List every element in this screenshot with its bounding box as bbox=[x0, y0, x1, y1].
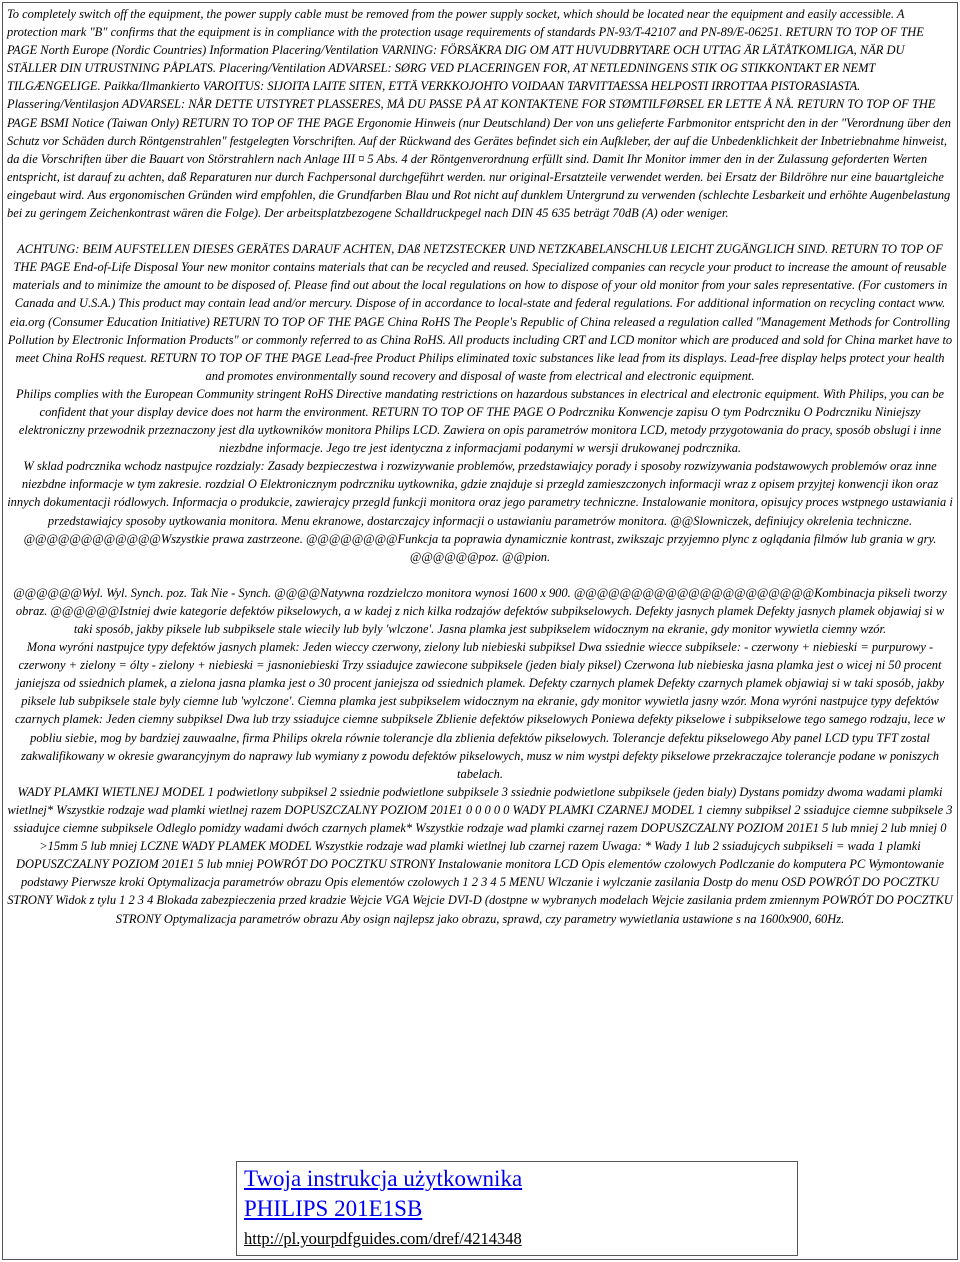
paragraph-defekty-plamek: Mona wyróni nastpujce typy defektów jasnych plamek: Jeden wieccy czerwony, zielony lub niebieski subpiksel Dwa ssiednie wiecce subpiksele: - czerwony + niebieski = purpurowy - czerwony + zielony = ólty - zielony + niebieski = jasnoniebieski Trzy ssiadujce zawiecone subpiksele (jeden bialy piksel) Czerwona lub niebieska jasna plamka jest o wicej ni 50 procent janiejsza od ssiednich plamek, a zielona jasna plamka jest o 30 procent janiejsza od ssiednich plamek. Defekty czarnych plamek Defekty czarnych plamek objawiaj si w taki sposób, jakby piksele lub subpiksele stale byly ciemne lub 'wylczone'. Ciemna plamka jest subpikselem widocznym na ekranie, gdy monitor wywietla jasny wzór. Mona wyróni nastpujce typy defektów czarnych plamek: Jeden ciemny subpiksel Dwa lub trzy ssiadujce ciemne subpiksele Zblienie defektów pikselowych Poniewa defekty pikselowe i subpikselowe tego samego rodzaju, lece w pobliu siebie, mog by bardziej zauwaalne, firma Philips okrela równie tolerancje dla zblienia defektów pikselowych. Tolerancje defektu pikselowego Aby panel LCD typu TFT zostal zakwalifikowany w okresie gwarancyjnym do naprawy lub wymiany z powodu defektów pikselowych, musz w nim wystpi defekty pikselowe przekraczajce tolerancje podane w poniszych tabelach. bbox=[14, 640, 946, 781]
paragraph-wady-instalowanie: WADY PLAMKI WIETLNEJ MODEL 1 podwietlony subpiksel 2 ssiednie podwietlone subpiksele 3 ssiednie podwietlone subpiksele (jeden bialy) Dystans pomidzy dwoma wadami plamki wietlnej* Wszystkie rodzaje wad plamki wietlnej razem DOPUSZCZALNY POZIOM 201E1 0 0 0 0 0 WADY PLAMKI CZARNEJ MODEL 1 ciemny subpiksel 2 ssiadujce ciemne subpiksele 3 ssiadujce ciemne subpiksele Odleglo pomidzy wadami dwóch czarnych plamek* Wszystkie rodzaje wad plamki czarnej razem DOPUSZCZALNY POZIOM 201E1 5 lub mniej 2 lub mniej 0 >15mm 5 lub mniej LCZNE WADY PLAMEK MODEL Wszystkie rodzaje wad plamki wietlnej lub czarnej razem Uwaga: * Wady 1 lub 2 ssiadujcych subpikseli = wada 1 plamki DOPUSZCZALNY POZIOM 201E1 5 lub mniej POWRÓT DO POCZTKU STRONY Instalowanie monitora LCD Opis elementów czolowych Podlczanie do komputera PC Wymontowanie podstawy Pierwsze kroki Optymalizacja parametrów obrazu Opis elementów czolowych 1 2 3 4 5 MENU Wlczanie i wylczanie zasilania Dostp do menu OSD POWRÓT DO POCZTKU STRONY Widok z tylu 1 2 3 4 Blokada zabezpieczenia przed kradzie Wejcie VGA Wejcie DVI-D (dostpne w wybranych modelach Wejcie zasilania prdem zmiennym POWRÓT DO POCZTKU STRONY Optymalizacja parametrów obrazu Aby osign najlepsz jako obrazu, sprawd, czy parametry wywietlania ustawione s na 1600x900, 60Hz. bbox=[7, 784, 953, 926]
document-body bbox=[7, 5, 953, 928]
document-page bbox=[2, 2, 958, 1260]
product-name-link[interactable]: PHILIPS 201E1SB bbox=[244, 1196, 423, 1221]
paragraph-philips-rohs-podrecznik: Philips complies with the European Community stringent RoHS Directive mandating restrictions on hazardous substances in electrical and electronic equipment. With Philips, you can be confident that your display device does not harm the environment. RETURN TO TOP OF THE PAGE O Podrczniku Konwencje zapisu O tym Podrczniku O Podrczniku Niniejszy elektroniczny przewodnik przeznaczony jest dla uytkowników monitora Philips LCD. Zawiera on opis parametrów monitora LCD, metody przygotowania do pracy, sposób obslugi i inne niezbdne informacje. Jego tre jest identyczna z informacjami podanymi w wersji drukowanej podrcznika. bbox=[16, 386, 944, 456]
paragraph-sklad-podrecznika: W sklad podrcznika wchodz nastpujce rozdzialy: Zasady bezpieczestwa i rozwizywanie problemów, przedstawiajcy porady i sposoby rozwizywania podstawowych problemów oraz inne niezbdne informacje w tym zakresie. rozdzial O Elektronicznym podrczniku uytkownika, gdzie znajduje si przegld zamieszczonych informacji wraz z opisem przyjtej konwencji ikon oraz innych dokumentacji ródlowych. Informacja o produkcie, zawierajcy przegld funkcji monitora oraz jego parametry techniczne. Instalowanie monitora, opisujcy proces wstpnego ustawiania i przedstawiajcy sposoby uytkowania monitora. Menu ekranowe, dostarczajcy informacji o ustawianiu parametrów monitora. @@Slowniczek, definiujcy okrelenia techniczne. @@@@@@@@@@@@Wszystkie prawa zastrzeone. @@@@@@@@Funkcja ta poprawia dynamicznie kontrast, zwikszajc przyjemno plync z oglądania filmów lub grania w gry. @@@@@@poz. @@pion. bbox=[7, 459, 953, 564]
manual-footer-box bbox=[236, 1161, 798, 1256]
paragraph-rozdzielczosc-piksele: @@@@@@Wyl. Wyl. Synch. poz. Tak Nie - Synch. @@@@Natywna rozdzielczo monitora wynosi 1600 x 900. @@@@@@@@@@@@@@@@@@@@@Kombinacja pikseli tworzy obraz. @@@@@@Istniej dwie kategorie defektów pikselowych, a w kadej z nich kilka rodzajów defektów subpikselowych. Defekty jasnych plamek Defekty jasnych plamek objawiaj si w taki sposób, jakby piksele lub subpiksele stale wiecily lub byly 'wlczone'. Jasna plamka jest subpikselem widocznym na ekranie, gdy monitor wywietla ciemny wzór. bbox=[13, 585, 947, 636]
paragraph-safety-nordic-ergonomics: To completely switch off the equipment, the power supply cable must be removed from the power supply socket, which should be located near the equipment and easily accessible. A protection mark "B" confirms that the equipment is in compliance with the protection usage requirements of standards PN-93/T-42107 and PN-89/E-06251. RETURN TO TOP OF THE PAGE North Europe (Nordic Countries) Information Placering/Ventilation VARNING: FÖRSÄKRA DIG OM ATT HUVUDBRYTARE OCH UTTAG ÄR LÄTÅTKOMLIGA, NÄR DU STÄLLER DIN UTRUSTNING PÅPLATS. Placering/Ventilation ADVARSEL: SØRG VED PLACERINGEN FOR, AT NETLEDNINGENS STIK OG STIKKONTAKT ER NEMT TILGÆNGELIGE. Paikka/Ilmankierto VAROITUS: SIJOITA LAITE SITEN, ETTÄ VERKKOJOHTO VOIDAAN TARVITTAESSA HELPOSTI IRROTTAA PISTORASIASTA. Plassering/Ventilasjon ADVARSEL: NÅR DETTE UTSTYRET PLASSERES, MÅ DU PASSE PÅ AT KONTAKTENE FOR STØMTILFØRSEL ER LETTE Å NÅ. RETURN TO TOP OF THE PAGE BSMI Notice (Taiwan Only) RETURN TO TOP OF THE PAGE Ergonomie Hinweis (nur Deutschland) Der von uns gelieferte Farbmonitor entspricht den in der "Verordnung über den Schutz vor Schäden durch Röntgenstrahlen" festgelegten Vorschriften. Auf der Rückwand des Gerätes befindet sich ein Aufkleber, der auf die Unbedenklichkeit der Inbetriebnahme hinweist, da die Vorschriften über die Bauart von Störstrahlern nach Anlage III ¤ 5 Abs. 4 der Röntgenverordnung erfüllt sind. Damit Ihr Monitor immer den in der Zulassung geforderten Werten entspricht, ist darauf zu achten, daß Reparaturen nur durch Fachpersonal durchgeführt werden. nur original-Ersatzteile verwendet werden. bei Ersatz der Bildröhre nur eine bauartgleiche eingebaut wird. Aus ergonomischen Gründen wird empfohlen, die Grundfarben Blau und Rot nicht auf dunklem Untergrund zu verwenden (schlechte Lesbarkeit und erhöhte Augenbelastung bei zu geringem Zeichenkontrast wären die Folge). Der arbeitsplatzbezogene Schalldruckpegel nach DIN 45 635 beträgt 70dB (A) oder weniger. bbox=[7, 7, 951, 221]
manual-title-link[interactable]: Twoja instrukcja użytkownika bbox=[244, 1166, 523, 1191]
paragraph-achtung-disposal-rohs: ACHTUNG: BEIM AUFSTELLEN DIESES GERÄTES DARAUF ACHTEN, DAß NETZSTECKER UND NETZKABELANSCHLUß LEICHT ZUGÄNGLICH SIND. RETURN TO TOP OF THE PAGE End-of-Life Disposal Your new monitor contains materials that can be recycled and reused. Specialized companies can recycle your product to increase the amount of reusable materials and to minimize the amount to be disposed of. Please find out about the local regulations on how to dispose of your old monitor from your sales representative. (For customers in Canada and U.S.A.) This product may contain lead and/or mercury. Dispose of in accordance to local-state and federal regulations. For additional information on recycling contact www. eia.org (Consumer Education Initiative) RETURN TO TOP OF THE PAGE China RoHS The People's Republic of China released a regulation called "Management Methods for Controlling Pollution by Electronic Information Products" or commonly referred to as China RoHS. All products including CRT and LCD monitor which are produced and sold for China market have to meet China RoHS request. RETURN TO TOP OF THE PAGE Lead-free Product Philips eliminated toxic substances like lead from its displays. Lead-free display helps protect your health and promotes environmentally sound recovery and disposal of waste from electrical and electronic equipment. bbox=[7, 242, 953, 383]
download-url-link[interactable]: http://pl.yourpdfguides.com/dref/4214348 bbox=[244, 1229, 522, 1248]
